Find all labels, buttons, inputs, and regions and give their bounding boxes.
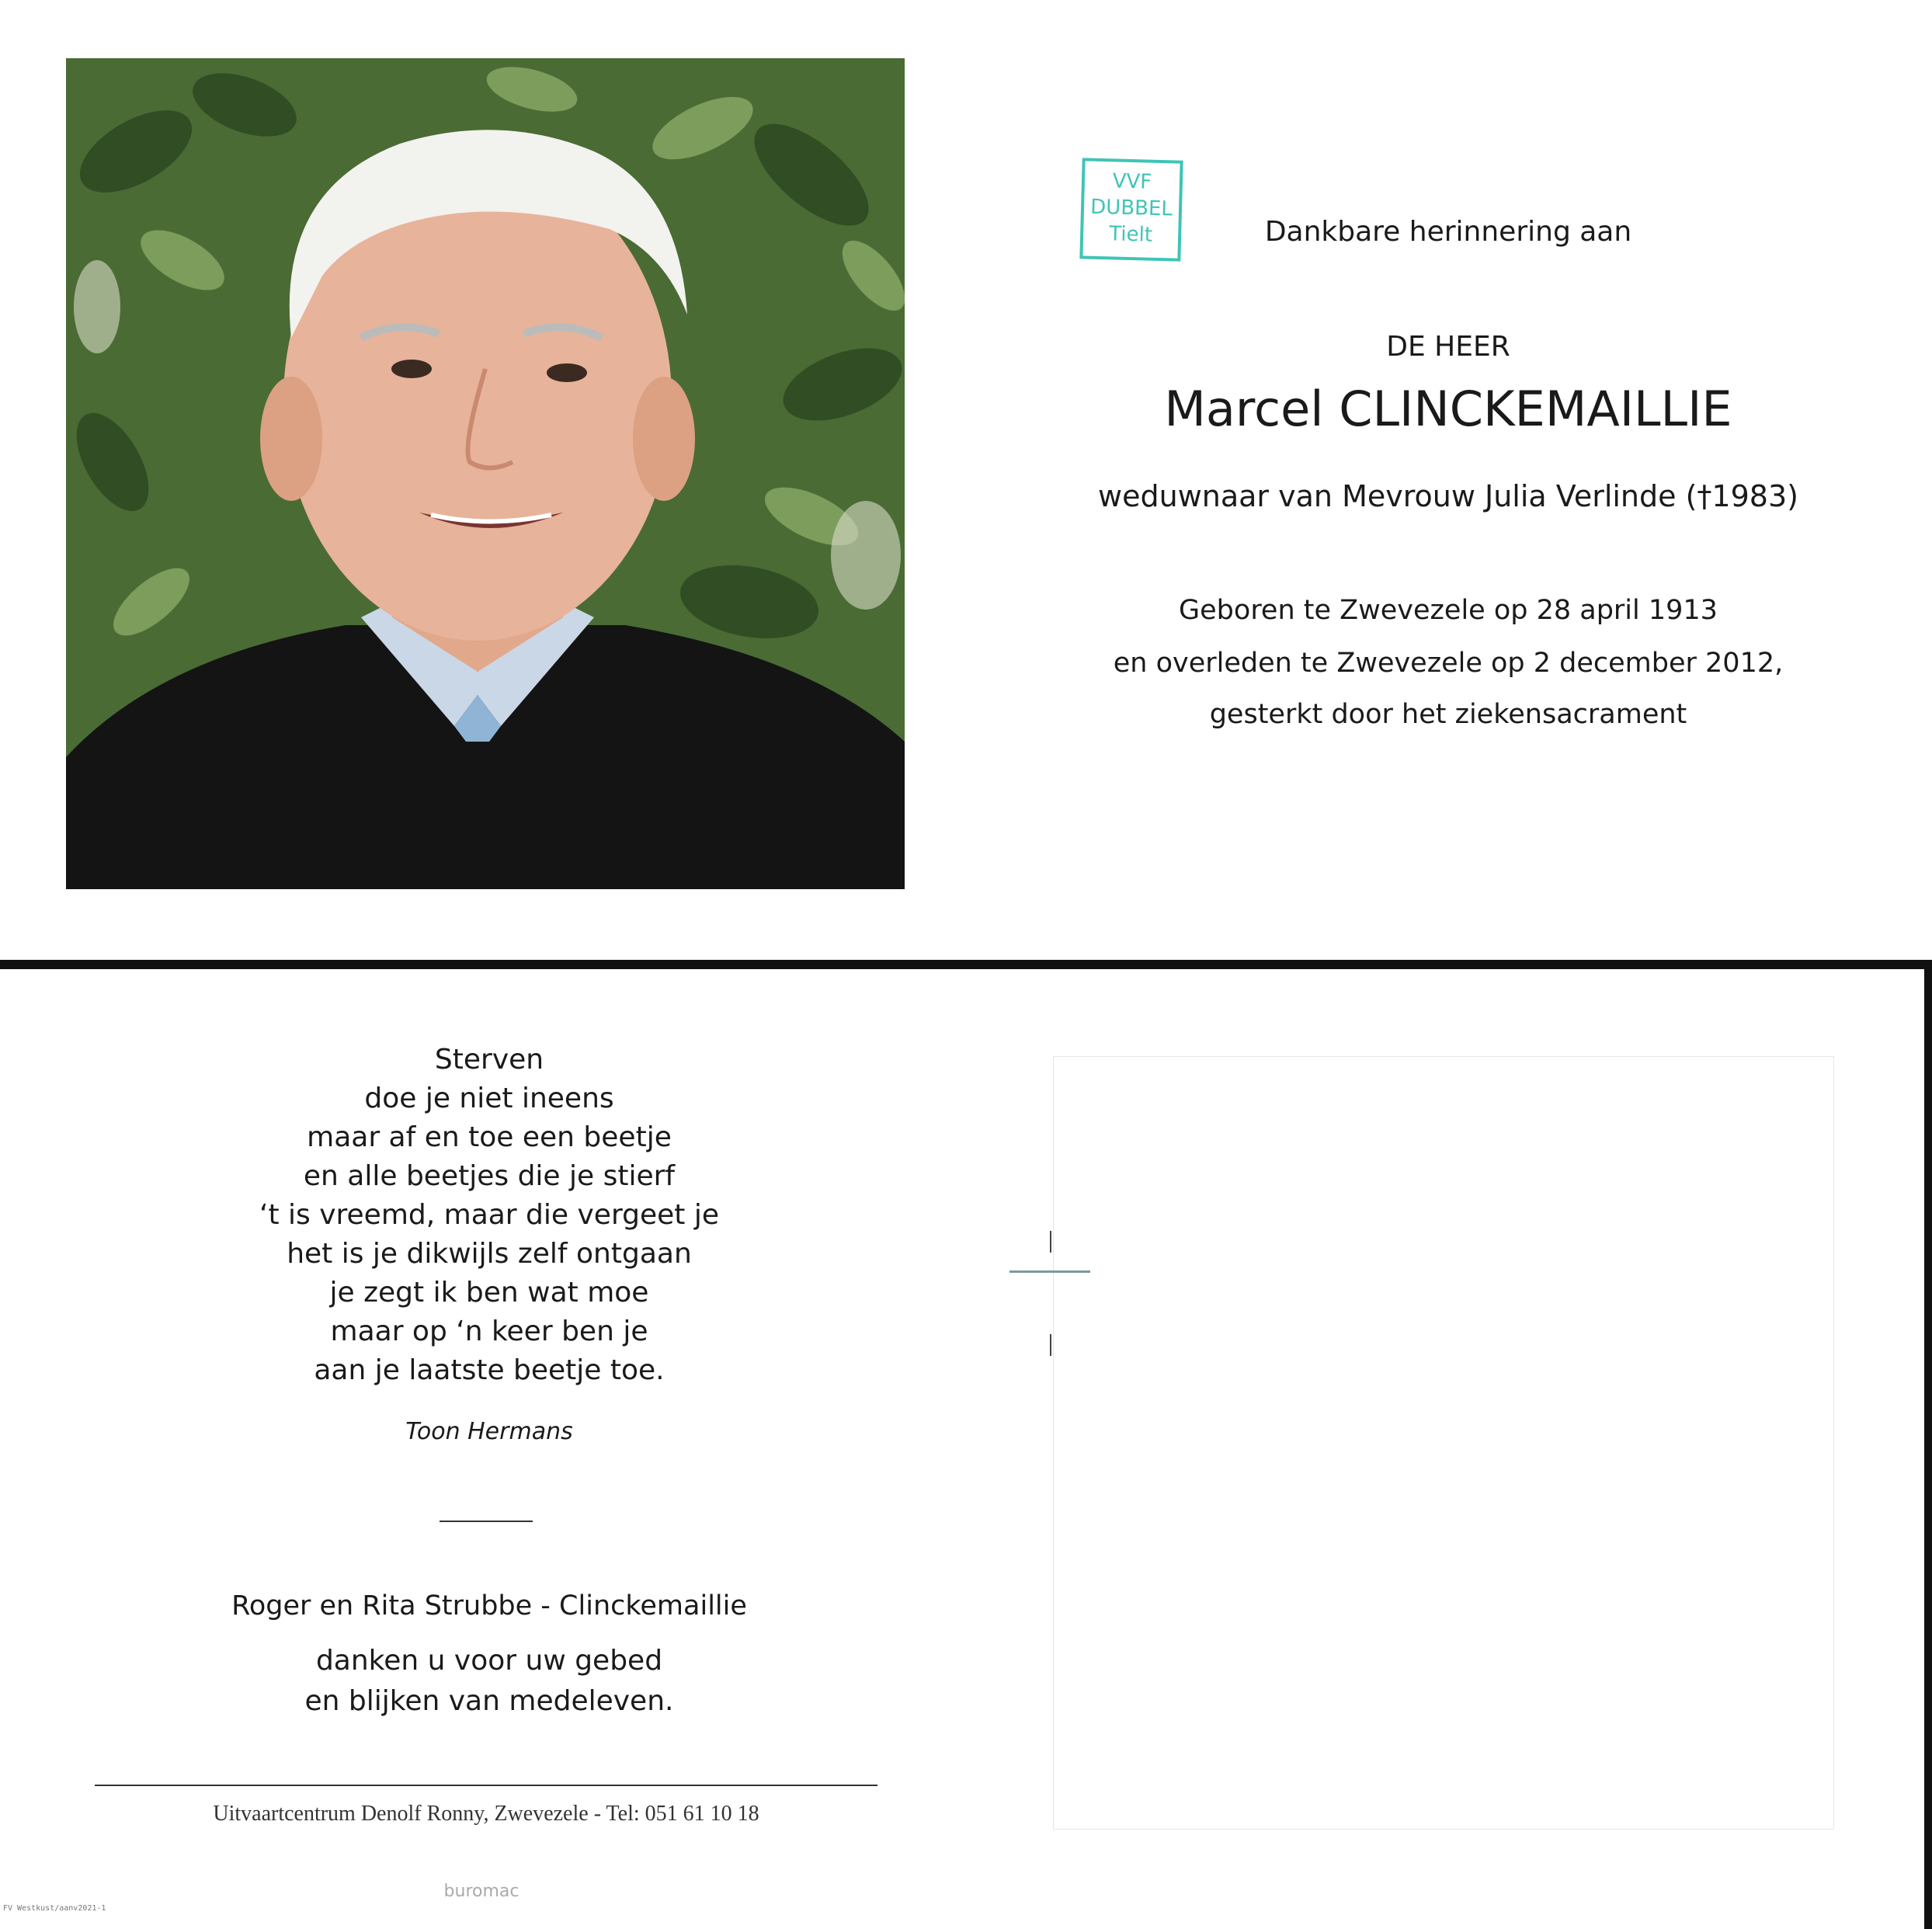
- thanks-line: en blijken van medeleven.: [304, 1685, 674, 1717]
- stamp-line: Tielt: [1108, 222, 1153, 247]
- portrait-illustration: [66, 58, 905, 889]
- poem-line: aan je laatste beetje toe.: [314, 1354, 665, 1386]
- portrait-photo: [66, 58, 905, 889]
- footer-rule: [95, 1785, 877, 1786]
- poem-author: Toon Hermans: [405, 1418, 573, 1445]
- funeral-home-line: Uitvaartcentrum Denolf Ronny, Zwevezele - Tel: 051 61 10 18: [213, 1802, 759, 1826]
- divider-rule: [440, 1521, 533, 1522]
- poem-line: Sterven: [434, 1044, 544, 1076]
- poem-line: en alle beetjes die je stierf: [303, 1160, 676, 1192]
- thanks-line: danken u voor uw gebed: [315, 1645, 663, 1677]
- poem-line: ‘t is vreemd, maar die vergeet je: [259, 1199, 719, 1231]
- stamp-line: VVF: [1112, 169, 1152, 194]
- family-names: Roger en Rita Strubbe - Clinckemaillie: [231, 1590, 747, 1621]
- printer-mark: buromac: [443, 1882, 519, 1901]
- intro-text: Dankbare herinnering aan: [1264, 216, 1632, 248]
- poem-line: je zegt ik ben wat moe: [329, 1277, 649, 1309]
- blank-panel: [1053, 1056, 1834, 1830]
- card-edge: [1924, 969, 1932, 1929]
- sacrament-line: gesterkt door het ziekensacrament: [1209, 699, 1687, 730]
- poem-line: doe je niet ineens: [364, 1083, 614, 1114]
- card-divider: [0, 960, 1932, 969]
- archive-reference: FV Westkust/aanv2021-1: [3, 1904, 106, 1913]
- title-prefix: DE HEER: [1386, 331, 1510, 363]
- crop-mark: [1050, 1334, 1051, 1356]
- death-line: en overleden te Zwevezele op 2 december 2012,: [1113, 648, 1784, 679]
- stamp-line: DUBBEL: [1089, 195, 1173, 221]
- spouse-line: weduwnaar van Mevrouw Julia Verlinde (†1983): [1098, 479, 1798, 513]
- crop-mark: [1050, 1231, 1051, 1253]
- poem-line: het is je dikwijls zelf ontgaan: [287, 1238, 692, 1270]
- poem-line: maar af en toe een beetje: [307, 1121, 672, 1153]
- poem-line: maar op ‘n keer ben je: [330, 1316, 648, 1347]
- poem: [140, 1041, 839, 1390]
- crop-mark: [1009, 1270, 1090, 1273]
- deceased-name: Marcel CLINCKEMAILLIE: [1164, 381, 1732, 437]
- birth-line: Geboren te Zwevezele op 28 april 1913: [1179, 595, 1718, 626]
